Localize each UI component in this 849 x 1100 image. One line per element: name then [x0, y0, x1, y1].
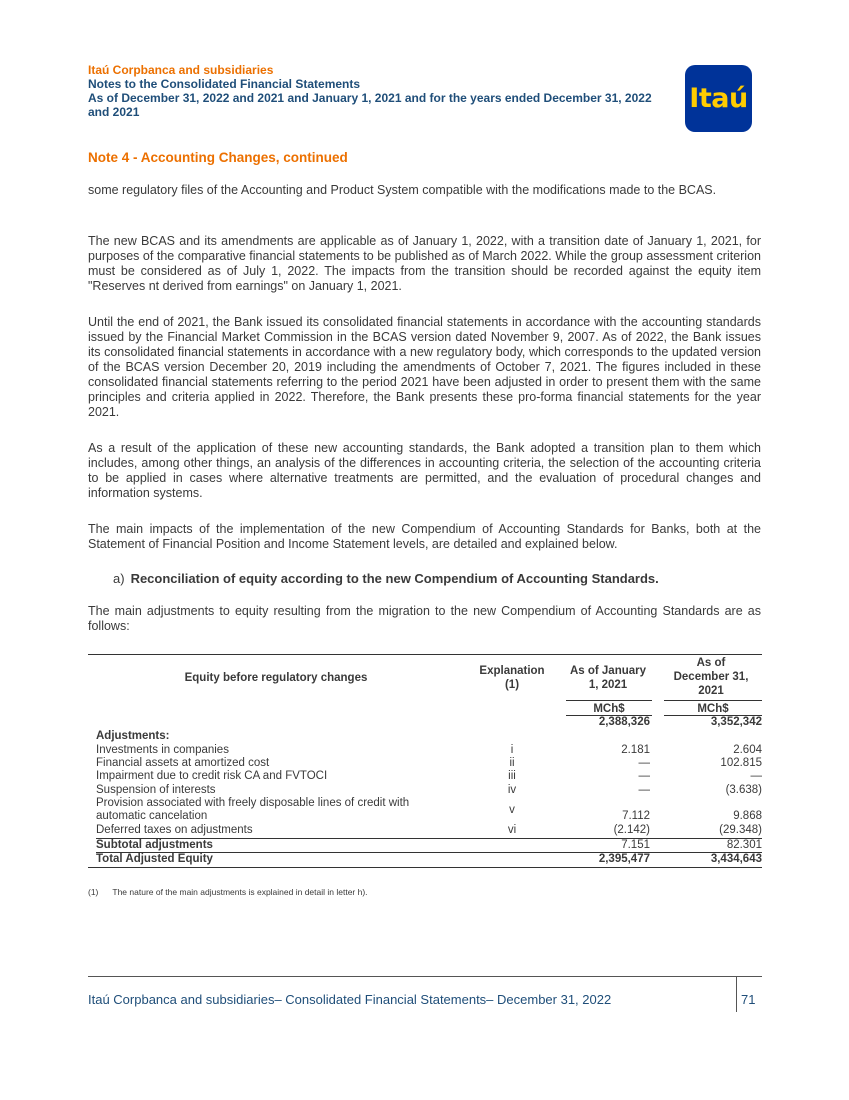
footer-rule — [88, 976, 762, 977]
footer-text: Itaú Corpbanca and subsidiaries– Consolidated Financial Statements– December 31, 2022 — [88, 992, 612, 1007]
row-jan: — — [638, 770, 650, 782]
header-dec-line2: December 31, — [673, 671, 749, 683]
paragraph-5: The main impacts of the implementation of the new Compendium of Accounting Standards for Banks, both at the Statement of Financial Position and Income Statement levels, are detailed and explained below. — [88, 522, 761, 551]
row-jan: (2.142) — [613, 824, 650, 836]
row-explanation: v — [509, 804, 515, 816]
header-dec-2021 — [660, 656, 762, 698]
row-label: Provision associated with freely disposable lines of credit with — [96, 797, 410, 809]
row-dec: 2.604 — [733, 744, 762, 756]
document-header — [88, 63, 688, 119]
row-explanation: iii — [508, 770, 516, 782]
header-explanation — [474, 664, 550, 692]
row-label: Financial assets at amortized cost — [96, 757, 270, 769]
header-explanation-line2: (1) — [504, 679, 520, 691]
paragraph-3: Until the end of 2021, the Bank issued its consolidated financial statements in accordance with the accounting standards issued by the Financial Market Commission in the BCAS version dated November 9, 2007. As of 2022, the Bank issues its consolidated financial statements in accordance with a new regulatory body, which corresponds to the updated version of the BCAS version December 20, 2019 including the amendments of October 7, 2021. The figures included in these consolidated financial statements referring to the period 2021 have been adjusted in order to present them with the same principles and criteria applied in 2022. Therefore, the Bank presents these pro-forma financial statements for the year 2021. — [88, 315, 761, 419]
row-dec: 102.815 — [720, 757, 762, 769]
subtotal-dec: 82.301 — [726, 839, 762, 851]
row-dec: (3.638) — [725, 784, 762, 796]
paragraph-1: some regulatory files of the Accounting and Product System compatible with the modifications made to the BCAS. — [88, 183, 717, 197]
table-footnote — [88, 887, 382, 897]
paragraph-4: As a result of the application of these new accounting standards, the Bank adopted a transition plan to them which includes, among other things, an analysis of the differences in accounting criteria, the selection of the accounting criteria to be applied in cases where alternative treatments are permitted, and the evaluation of procedural changes and information systems. — [88, 441, 761, 500]
table-bottom-rule — [88, 867, 762, 868]
section-heading-a — [113, 571, 659, 586]
footnote-text: The nature of the main adjustments is explained in detail in letter h). — [112, 887, 368, 897]
row-jan: 2.181 — [621, 744, 650, 756]
header-period-cont: and 2021 — [88, 105, 140, 119]
row-label: Investments in companies — [96, 744, 229, 756]
header-title: Notes to the Consolidated Financial Statements — [88, 77, 361, 91]
table-top-border — [88, 654, 762, 655]
header-jan-line2: 1, 2021 — [588, 679, 628, 691]
row-label-cont: automatic cancelation — [96, 810, 208, 822]
header-rule-jan — [566, 700, 652, 701]
unit-jan: MCh$ — [593, 703, 625, 715]
row-label: Impairment due to credit risk CA and FVTOCI — [96, 770, 328, 782]
adjustments-label: Adjustments: — [96, 730, 170, 742]
itau-logo — [685, 65, 752, 132]
footnote-marker: (1) — [88, 887, 99, 897]
row-jan: — — [638, 784, 650, 796]
header-explanation-line1: Explanation — [479, 665, 545, 677]
total-label: Total Adjusted Equity — [96, 853, 213, 865]
opening-jan: 2,388,326 — [598, 716, 650, 728]
header-equity-label: Equity before regulatory changes — [184, 672, 368, 684]
logo-text: Itaú — [689, 83, 748, 114]
subtotal-label: Subtotal adjustments — [96, 839, 213, 851]
section-marker: a) — [113, 571, 125, 586]
row-explanation: iv — [507, 784, 517, 796]
header-rule-dec — [664, 700, 762, 701]
row-dec: — — [750, 770, 762, 782]
section-heading-text: Reconciliation of equity according to the new Compendium of Accounting Standards. — [130, 571, 659, 586]
subtotal-jan: 7.151 — [621, 839, 650, 851]
row-dec: (29.348) — [719, 824, 762, 836]
note-title: Note 4 - Accounting Changes, continued — [88, 150, 348, 165]
row-dec: 9.868 — [733, 810, 762, 822]
header-jan-line1: As of January — [569, 665, 647, 677]
row-explanation: vi — [507, 824, 517, 836]
header-company: Itaú Corpbanca and subsidiaries — [88, 63, 274, 77]
unit-dec: MCh$ — [697, 703, 729, 715]
total-jan: 2,395,477 — [598, 853, 650, 865]
row-explanation: ii — [509, 757, 515, 769]
header-dec-line3: 2021 — [698, 685, 724, 697]
row-jan: 7.112 — [622, 810, 650, 822]
header-dec-line1: As of — [696, 657, 726, 669]
total-dec: 3,434,643 — [710, 853, 762, 865]
opening-dec: 3,352,342 — [710, 716, 762, 728]
table-intro: The main adjustments to equity resulting from the migration to the new Compendium of Accounting Standards are as follows: — [88, 604, 761, 633]
footer-divider — [736, 976, 737, 1012]
row-jan: — — [638, 757, 650, 769]
header-jan-2021 — [562, 664, 654, 692]
row-label: Deferred taxes on adjustments — [96, 824, 253, 836]
paragraph-2: The new BCAS and its amendments are applicable as of January 1, 2022, with a transition date of January 1, 2021, for purposes of the comparative financial statements to be published as of March 2022. While the group assessment criterion must be considered as of July 1, 2022. The impacts from the transition should be recorded against the equity item "Reserves nt derived from earnings" on January 1, 2021. — [88, 234, 761, 293]
row-explanation: i — [510, 744, 514, 756]
row-label: Suspension of interests — [96, 784, 216, 796]
header-period: As of December 31, 2022 and 2021 and January 1, 2021 and for the years ended December 31, 2022 — [88, 91, 652, 105]
page-number: 71 — [741, 992, 756, 1007]
